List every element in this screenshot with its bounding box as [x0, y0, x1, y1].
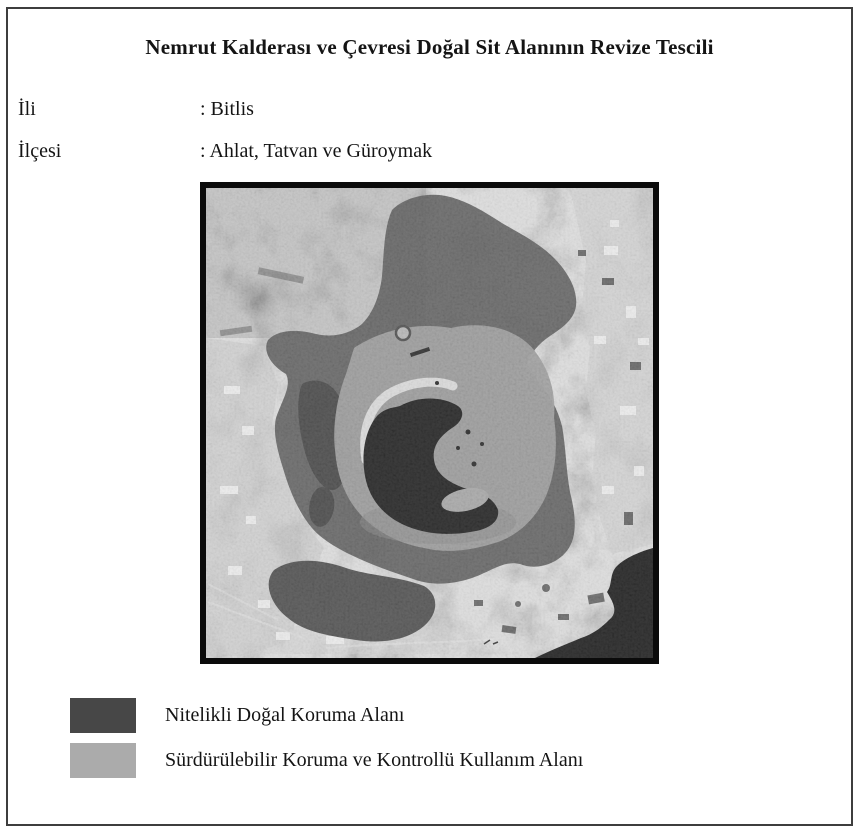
- field-row-province: [18, 98, 851, 121]
- legend-item-nitelikli: [70, 698, 851, 733]
- satellite-map: [206, 188, 653, 658]
- satellite-map-frame: [200, 182, 659, 664]
- field-value-district: : Ahlat, Tatvan ve Güroymak: [200, 140, 433, 163]
- legend: [70, 698, 851, 778]
- field-label-district: İlçesi: [18, 140, 62, 163]
- legend-swatch-surdurulebilir: [70, 743, 136, 778]
- page-title: Nemrut Kalderası ve Çevresi Doğal Sit Alanının Revize Tescili: [145, 35, 714, 59]
- info-fields: [18, 98, 851, 163]
- field-row-district: [18, 140, 851, 163]
- field-value-province: : Bitlis: [200, 98, 254, 121]
- legend-swatch-nitelikli: [70, 698, 136, 733]
- legend-label-surdurulebilir: Sürdürülebilir Koruma ve Kontrollü Kullanım Alanı: [165, 749, 584, 772]
- document-page: [6, 7, 853, 826]
- field-label-province: İli: [18, 98, 36, 121]
- legend-item-surdurulebilir: [70, 743, 851, 778]
- legend-label-nitelikli: Nitelikli Doğal Koruma Alanı: [165, 704, 405, 727]
